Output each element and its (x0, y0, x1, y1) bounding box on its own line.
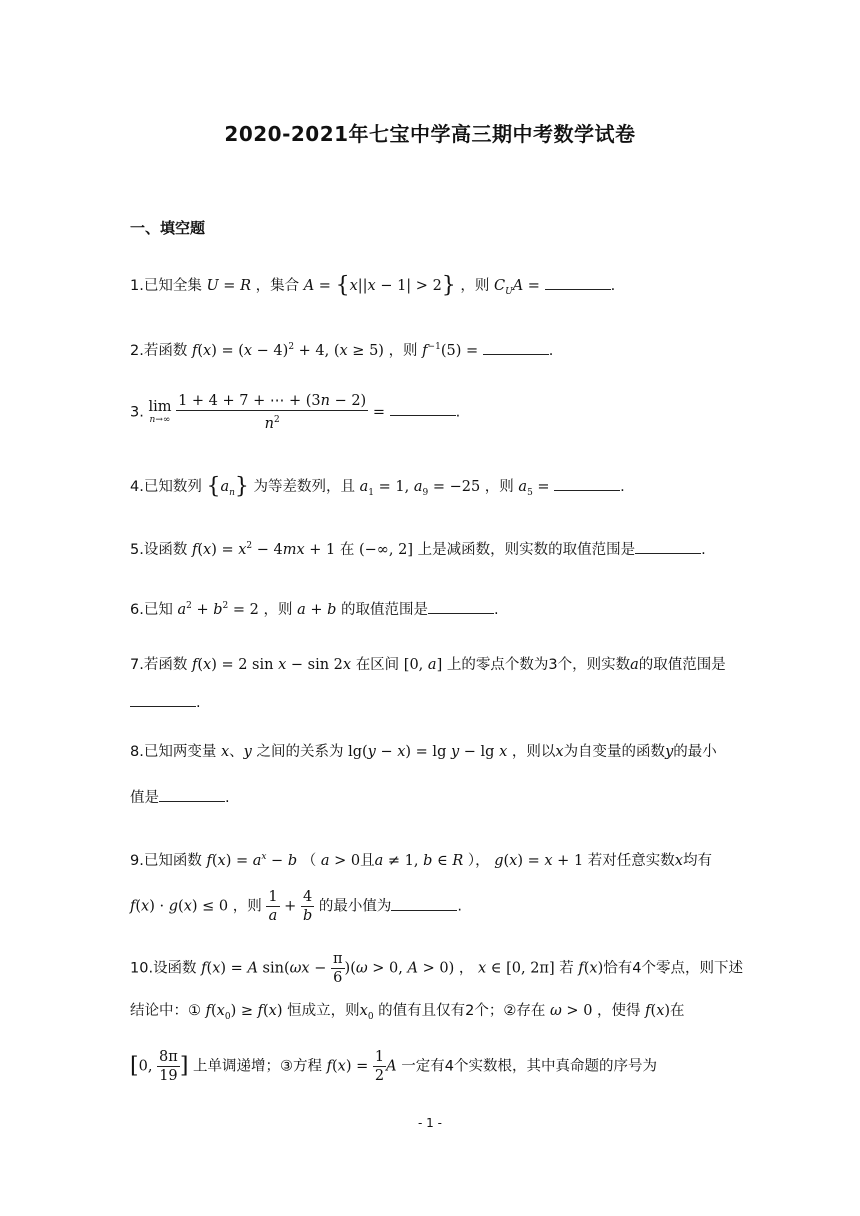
question-8: 8.已知两变量 x、y 之间的关系为 lg(y − x) = lg y − lg x ，则以x为自变量的函数y的最小 (130, 744, 717, 760)
question-9-line2: f(x) · g(x) ≤ 0 ，则 $\frac{1}{a}$ + $\frac{4}{b}$ 的最小值为 . (130, 889, 462, 924)
question-5: 5.设函数 $f(x) = x^2 - 4mx + 1$ 在 (−∞, 2] 上是减函数，则实数的取值范围是 . (130, 535, 740, 561)
question-7-blank: . (130, 692, 740, 714)
question-7: 7.若函数 f(x) = 2 sin x − sin 2x 在区间 [0, a] 上的零点个数为3个，则实数a的取值范围是 (130, 657, 726, 673)
section-heading: 一、填空题 (130, 219, 206, 237)
exam-title: 2020-2021年七宝中学高三期中考数学试卷 (224, 122, 636, 146)
question-10-line2: 结论中：① $f(x_0) \ge f(x)$ 恒成立，则$x_0$ 的值有且仅有2个；②存在 ω > 0 ，使得 f(x)在 (130, 1003, 685, 1022)
question-2: 2.若函数 $f(x) = (x - 4)^2 + 4$, (x ≥ 5) ，则 $f^{-1}(5)$ = . (130, 336, 740, 362)
question-1: 1.已知全集 U = R ，集合 A = {x||x − 1| > 2} ，则 $C_UA$ = . (130, 273, 616, 298)
question-9: 9.已知函数 $f(x) = a^x - b$ （ a > 0且a ≠ 1, b ∈ R ）， g(x) = x + 1 若对任意实数x均有 (130, 852, 712, 869)
question-6: 6.已知 $a^2 + b^2 = 2$ ，则 a + b 的取值范围是 . (130, 595, 740, 621)
question-8-line2: 值是 . (130, 787, 740, 809)
question-10: 10.设函数 f(x) = A sin(ωx − $\frac{\pi}{6}$ )(ω > 0, A > 0) ， x ∈ [0, 2π] 若 f(x)恰有4个零点，则下述 (130, 951, 743, 986)
page-number: - 1 - (418, 1116, 442, 1130)
question-4: 4.已知数列 $\{a_n\}$ 为等差数列，且 $a_1 = 1$, $a_9 = -25$ ，则 $a_5$ = . (130, 474, 625, 499)
question-3: 3. lim n→∞ $\frac{1 + 4 + 7 + \cdots + (3n - 2)}{n^2}$ = . (130, 393, 461, 432)
question-10-line3: [0, $\frac{8\pi}{19}$ ] 上单调递增；③方程 f(x) = $\frac{1}{2}$ A 一定有4个实数根，其中真命题的序号为 (130, 1049, 657, 1084)
